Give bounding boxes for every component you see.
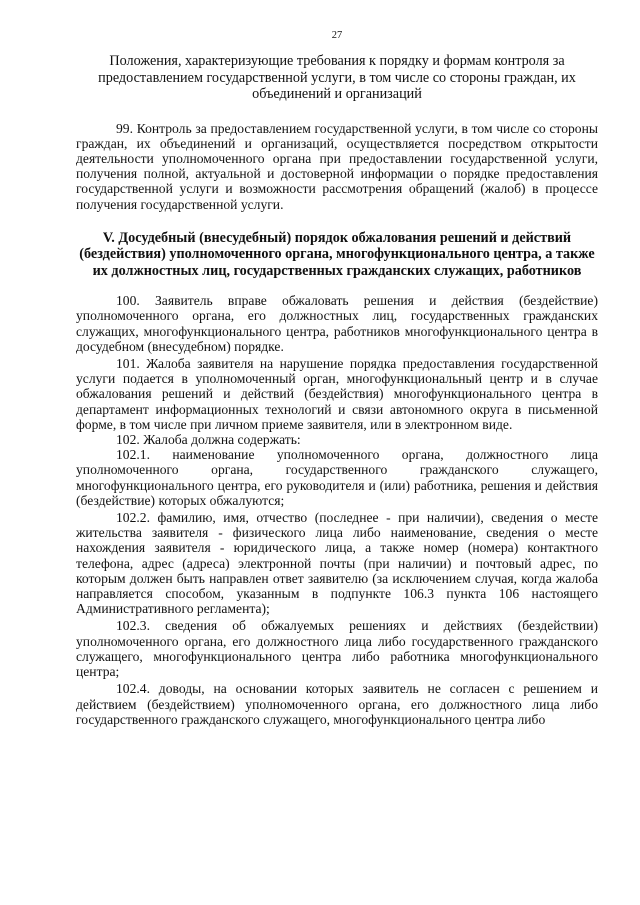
- paragraph-102: 102. Жалоба должна содержать:: [116, 432, 301, 448]
- paragraph-102-3: 102.3. сведения об обжалуемых решениях и действиях (бездействии) уполномоченного органа, его должностного лица либо государственного гражданского служащего, многофункционального центра либо работника многофункционального центра;: [76, 618, 598, 680]
- chapter-title: V. Досудебный (внесудебный) порядок обжалования решений и действий (бездействия) уполномоченного органа, многофункционального центра, а также их должностных лиц, государственных гражданских служащих, работников: [79, 229, 595, 279]
- document-page: [76, 30, 598, 727]
- paragraph-99: 99. Контроль за предоставлением государственной услуги, в том числе со стороны граждан, их объединений и организаций, осуществляется посредством открытости деятельности уполномоченного органа при предоставлении государственной услуги, получения полной, актуальной и достоверной информации о порядке предоставления государственной услуги и возможности рассмотрения обращений (жалоб) в процессе получения государственной услуги.: [76, 120, 598, 212]
- paragraph-102-1: 102.1. наименование уполномоченного органа, должностного лица уполномоченного органа, государственного гражданского служащего, многофункционального центра, его руководителя и (или) работника, решения и действия (бездействие) которых обжалуются;: [76, 447, 598, 508]
- paragraph-102-4: 102.4. доводы, на основании которых заявитель не согласен с решением и действием (бездействием) уполномоченного органа, его должностного лица либо государственного гражданского служащего, многофункционального центра либо: [76, 681, 598, 727]
- paragraph-102-2: 102.2. фамилию, имя, отчество (последнее - при наличии), сведения о месте жительства заявителя - физического лица либо наименование, сведения о месте нахождения заявителя - юридического лица, а также номер (номера) контактного телефона, адрес (адреса) электронной почты (при наличии) и почтовый адрес, по которым должен быть направлен ответ заявителю (за исключением случая, когда жалоба направляется способом, указанным в подпункте 106.3 пункта 106 настоящего Административного регламента);: [76, 510, 598, 617]
- paragraph-100: 100. Заявитель вправе обжаловать решения и действия (бездействие) уполномоченного органа, его должностных лиц, государственных гражданских служащих, многофункционального центра, работников многофункционального центра в досудебном (внесудебном) порядке.: [76, 293, 598, 354]
- paragraph-101: 101. Жалоба заявителя на нарушение порядка предоставления государственной услуги подается в уполномоченный орган, многофункциональный центр и в случае обжалования решений и действий (бездействия) многофункционального центра в департамент информационных технологий и связи автономного округа в письменной форме, в том числе при личном приеме заявителя, или в электронном виде.: [76, 356, 598, 432]
- page-number: 27: [331, 30, 343, 41]
- section-title: Положения, характеризующие требования к порядку и формам контроля за предоставлением государственной услуги, в том числе со стороны граждан, их объединений и организаций: [98, 53, 576, 102]
